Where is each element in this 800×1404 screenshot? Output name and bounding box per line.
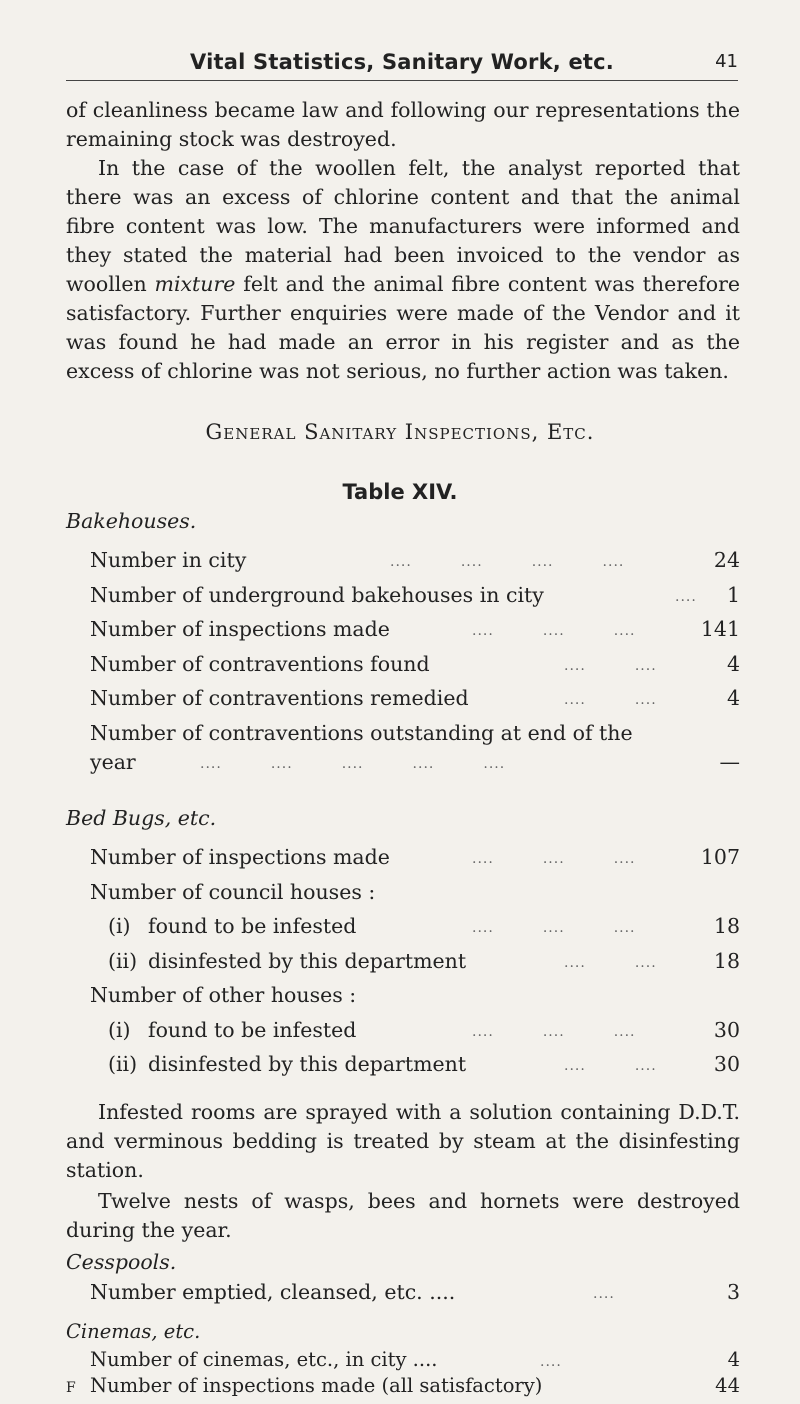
bakehouse-row (90, 617, 740, 647)
row-value: 44 (715, 1374, 740, 1397)
bedbug-row (90, 845, 740, 875)
leader-dots: .... (675, 589, 697, 605)
running-header (66, 50, 738, 81)
leader-dots: .... .... (564, 692, 657, 708)
row-label: Number of inspections made (90, 617, 390, 641)
row-label: Number in city (90, 548, 247, 572)
row-label: Number emptied, cleansed, etc. .... (90, 1280, 456, 1304)
row-label: Number of council houses : (90, 880, 376, 904)
row-value: 3 (726, 1280, 740, 1304)
paragraph-ddt: Infested rooms are sprayed with a solution containing D.D.T. and verminous bedding is treated by steam at the disinfesting station. (66, 1100, 740, 1182)
paragraph-woollen-felt-start: In the case of the woollen felt, the analyst reported that there was an excess of chlorine content and that the animal fibre content was low. The manufacturers were informed and they stated the material had been invoiced to the vendor as woollen (66, 156, 740, 296)
leader-dots: .... .... .... (472, 623, 636, 639)
leader-dots: .... .... .... .... (390, 554, 625, 570)
row-text: disinfested by this department (148, 949, 467, 973)
bakehouse-row (90, 721, 740, 751)
roman-numeral: (i) (108, 914, 131, 938)
row-label (108, 1052, 466, 1076)
council-houses-heading (90, 880, 740, 910)
row-label: Number of inspections made (90, 845, 390, 869)
leader-dots: .... (593, 1286, 615, 1302)
leader-dots: .... .... .... (472, 1024, 636, 1040)
header-title: Vital Statistics, Sanitary Work, etc. (190, 50, 614, 74)
row-label (108, 1018, 356, 1042)
bakehouse-row (90, 583, 740, 613)
leader-dots: .... .... .... (472, 851, 636, 867)
bakehouse-row (90, 548, 740, 578)
row-value: 4 (727, 1348, 740, 1371)
cesspools-heading: Cesspools. (66, 1250, 177, 1274)
paragraph-woollen-felt-end: felt and the animal fibre content was therefore satisfactory. Further enquiries were made of the Vendor and it was found he had made an error in his register and as the excess of chlorine was not serious, no further action was taken. (66, 272, 740, 383)
row-label: Number of contraventions found (90, 652, 430, 676)
row-label: Number of contraventions outstanding at end of the (90, 721, 633, 745)
leader-dots: .... .... (564, 1058, 657, 1074)
paragraph-woollen-felt (66, 154, 740, 386)
section-heading: General Sanitary Inspections, Etc. (205, 420, 595, 444)
row-value: 4 (726, 652, 740, 676)
row-label: Number of underground bakehouses in city (90, 583, 544, 607)
row-value: 4 (726, 686, 740, 710)
paragraph-wasps: Twelve nests of wasps, bees and hornets were destroyed during the year. (66, 1189, 740, 1242)
italic-mixture: mixture (154, 272, 236, 296)
row-label-continued: year (90, 750, 136, 774)
bakehouse-row (90, 686, 740, 716)
bakehouse-row-continued (90, 750, 740, 780)
row-label (108, 914, 356, 938)
row-value: 18 (713, 914, 740, 938)
footer-signature: F (66, 1380, 76, 1396)
table-title: Table XIV. (342, 480, 458, 504)
leader-dots: .... .... .... .... .... (200, 756, 506, 772)
roman-numeral: (ii) (108, 1052, 138, 1076)
roman-numeral: (i) (108, 1018, 131, 1042)
row-value: — (719, 750, 740, 774)
row-label: Number of contraventions remedied (90, 686, 469, 710)
row-value: 1 (726, 583, 740, 607)
row-text: found to be infested (148, 914, 357, 938)
row-text: disinfested by this department (148, 1052, 467, 1076)
council-row (108, 914, 740, 944)
row-label: Number of other houses : (90, 983, 357, 1007)
bakehouses-heading: Bakehouses. (66, 509, 197, 533)
leader-dots: .... (540, 1354, 562, 1370)
cinema-row (90, 1374, 740, 1404)
row-value: 18 (713, 949, 740, 973)
row-label: Number of inspections made (all satisfactory) (90, 1374, 543, 1397)
row-value: 30 (713, 1052, 740, 1076)
bed-bugs-heading: Bed Bugs, etc. (66, 806, 217, 830)
row-label: Number of cinemas, etc., in city .... (90, 1348, 438, 1371)
other-row (108, 1018, 740, 1048)
cinemas-heading: Cinemas, etc. (66, 1320, 201, 1343)
council-row (108, 949, 740, 979)
row-value: 141 (700, 617, 740, 641)
other-row (108, 1052, 740, 1082)
leader-dots: .... .... (564, 955, 657, 971)
row-value: 24 (713, 548, 740, 572)
leader-dots: .... .... .... (472, 920, 636, 936)
cesspool-row (90, 1280, 740, 1310)
paragraph-cleanliness: of cleanliness became law and following our representations the remaining stock was destroyed. (66, 98, 740, 151)
row-value: 107 (700, 845, 740, 869)
row-value: 30 (713, 1018, 740, 1042)
cinemas-block (0, 1318, 800, 1402)
row-label (108, 949, 466, 973)
row-text: found to be infested (148, 1018, 357, 1042)
roman-numeral: (ii) (108, 949, 138, 973)
page-number: 41 (715, 51, 738, 72)
bakehouse-row (90, 652, 740, 682)
leader-dots: .... .... (564, 658, 657, 674)
other-houses-heading (90, 983, 740, 1013)
